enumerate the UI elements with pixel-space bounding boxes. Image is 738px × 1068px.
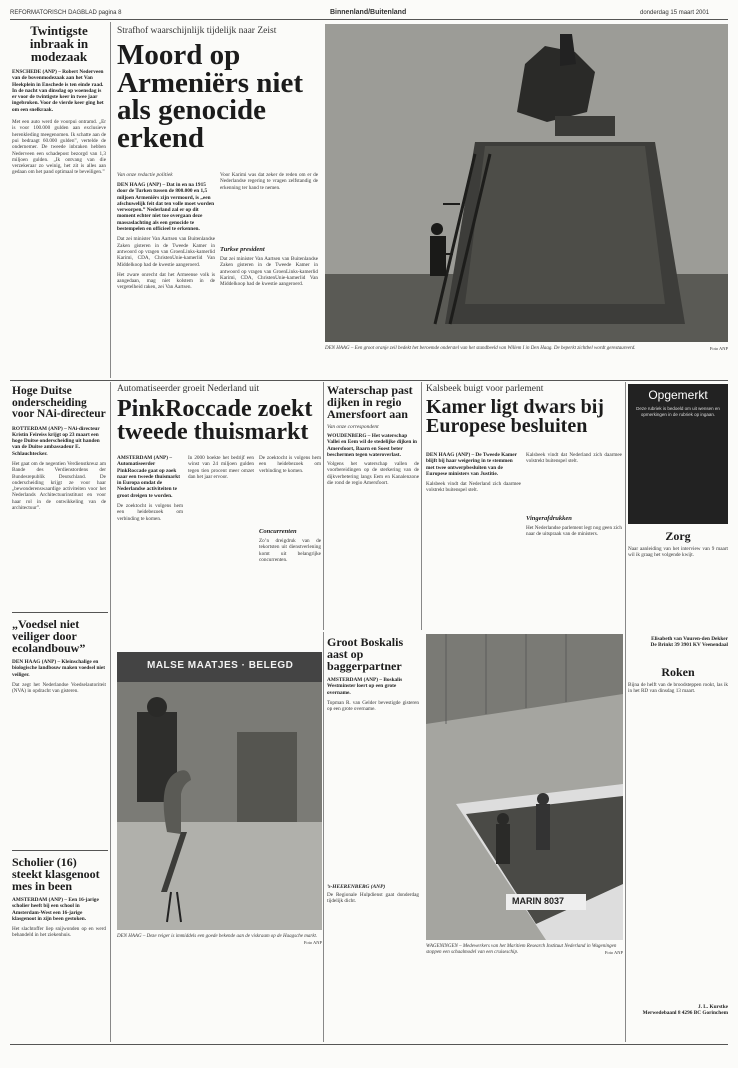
headline: Twintigste inbraak in modezaak (29, 23, 89, 64)
lead: DEN HAAG (ANP) – Dat in en na 1915 door de Turken tussen de 800.000 en 1,5 miljoen Armeniërs zijn vermoord, is „een afschuwelijk feit dat ten volle moet worden verworpen.” Nederland zal er op dit moment echter niet toe overgaan deze massaslachting als een genocide te bestempelen en officieel te erkennen. (117, 182, 215, 233)
byline: Van onze correspondent (327, 424, 379, 430)
article-twintigste-inbraak (12, 24, 106, 319)
lead: WOUDENBERG – Het waterschap Vallei en Eem wil de stedelijke dijken in Amersfoort, Baarn en Soest beter beschermen tegen wateroverlast. (327, 433, 418, 458)
headline: Groot Boskalis aast op baggerpartner (327, 635, 404, 673)
signature: Elisabeth van Vuuren-den Dekker (651, 636, 728, 642)
photo-fish-caption: DEN HAAG – Deze reiger is immiddels een goede bekende aan de viskraam op de Haagsche markt. Foto ANP (117, 934, 322, 945)
article-armenians-col1: Van onze redactie politiek DEN HAAG (ANP) – Dat in en na 1915 door de Turken tussen de 800.000 en 1,5 miljoen Armeniërs zijn vermoord, is „een afschuwelijk feit dat ten volle moet worden verworpen.” Nederland zal er op dit moment echter niet toe overgaan deze massaslachting als een genocide te bestempelen en officieel te erkennen. Dat zei minister Van Aartsen van Buitenlandse Zaken gisteren in de Tweede Kamer in antwoord op vragen van GroenLinks-kamerlid Karimi, CDA, ChristenUnie-kamerlid Van Middelkoop had de kwestie aangeroerd. Het zware onrecht dat het Armeense volk is aangedaan, mag niet kolstem in de vergetelheid raken, zei Van Aartsen. (117, 172, 215, 291)
article-hoge-duitse (12, 386, 106, 607)
lead: AMSTERDAM (ANP) – Automatiseerder PinkRoccade gaat op zoek naar een tweede thuismarkt in Europa omdat de Nederlandse activiteiten te groot dreigen te worden. (117, 455, 181, 499)
headline: Roken (661, 665, 695, 679)
kalsbeek-col2: Kalsbeek vindt dat Nederland zich daarmee volstrekt buitenspel stelt. Vingerafdrukken Het Nederlandse parlement legt nog geen zich naar de uitspraak van de ministers. (526, 452, 622, 538)
kicker: Automatiseerder groeit Nederland uit (117, 384, 260, 394)
body: Volgens het waterschap vallen de voorbereidingen op de sterkering van de dijkverbetering langs Eem en Kanalenzone die rond de regio Amersfoort. (327, 461, 419, 487)
body: Dat zegt het Nederlandse Voedselautoriteit (NVA) in opdracht van gisteren. (12, 681, 106, 695)
article-zorg: Zorg Naar aanleiding van het interview van 9 maart wil ik graag het volgende kwijt. Elisabeth van Vuuren-den Dekker De Brinkt 39 3901 KV Veenendaal (628, 529, 728, 649)
lead: AMSTERDAM (ANP) – Boskalis Westminster loert op een grote overname. (327, 677, 403, 696)
headline-armenians: Moord op Armeniërs niet als genocide erkend (117, 39, 304, 154)
boat-number: MARIN 8037 (512, 896, 565, 906)
body: Het slachtoffer liep snijwonden op en werd behandeld in het ziekenhuis. (12, 926, 106, 939)
photo-boat-model (426, 634, 623, 940)
header-right: donderdag 15 maart 2001 (640, 10, 710, 16)
kalsbeek-col1 (426, 452, 521, 591)
headline: „Voedsel niet veiliger door ecolandbouw” (12, 617, 86, 655)
lead: DEN HAAG (ANP) – De Tweede Kamer blijft bij haar weigering in te stemmen met twee ontwerpbesluiten van de Europese ministers van Justitie. (426, 452, 517, 477)
lead: DEN HAAG (ANP) – Kleinschalige en biologische landbouw maken voedsel niet veiliger. (12, 659, 106, 678)
body: Kalsbeek vindt dat Nederland zich daarmee volstrekt buitenspel stelt. (426, 481, 521, 494)
article-boskalis: Groot Boskalis aast op baggerpartner AMSTERDAM (ANP) – Boskalis Westminster loert op een grote overname. Topman R. van Gelder bevestigde gisteren op een grote overname. ’s-HEERENBERG (ANP) De Regionale Hulpdienst gaat donderdag tijdelijk dicht. (327, 635, 419, 905)
photo-boat-caption: WAGENINGEN – Medewerkers van het Maritiem Research Instituut Nederland in Wageningen stoppen een schaalmodel van een cruiseschip. Foto ANP (426, 944, 623, 955)
subhead: Concurrenten (259, 528, 297, 535)
pinkroccade-col2: In 2000 boekte het bedrijf een winst van 24 miljoen gulden tegen tien procent meer omzet dan het jaar ervoor. (188, 455, 254, 480)
body: Topman R. van Gelder bevestigde gisteren op een grote overname. (327, 699, 419, 713)
pinkroccade-col3: De zoektocht is volgens hem een heidebezoek om verbinding te komen. Concurrenten Zo’n dreigdruk van de tekortsten uit dienstverlening komt uit belangrijke concurrenten. (259, 455, 321, 563)
pinkroccade-col1 (117, 455, 183, 623)
lead: ENSCHEDE (ANP) – Robert Nederveen van de bovenmodezaak aan het Van Heekplein in Enschede is ten einde raad. In de nacht van dinsdag op woensdag is er voor de twintigste keer in twee jaar ingebroken. Voor de vierde keer ging het om een snelkraak. (12, 69, 104, 113)
article-roken: Roken Bijna de helft van de broodsteppen rookt, las ik in het RD van dinsdag 13 maart. J. L. Kurstke Merwedebaanl 8 4296 BC Gorinchem (628, 665, 728, 1017)
article-armenians-col2: Voor Karimi was dat zeker de reden om er de Nederlandse regering te vragen zelfstandig de erkenning ter hand te nemen. Turkse president Dat zei minister Van Aartsen van Buitenlandse Zaken gisteren in de Tweede Kamer in antwoord op vragen van GroenLinks-kamerlid Karimi, CDA, ChristenUnie-kamerlid Van Middelkoop had de kwestie aangeroerd. (220, 172, 318, 288)
subhead: Vingerafdrukken (526, 515, 572, 522)
body: Het gaat om de negentien Verdienstkreuz am Bande des Verdienstordens der Bundesrepublik Deutschland. De onderscheiding krijgt ze voor haar „bewonderenswaardige activiteiten voor het Nederlands Architectuurinstituut en voor haar rol in de ontwikkeling van de architectuur”. (12, 460, 106, 512)
photo-statue-caption: DEN HAAG – Een groot oranje zeil bedekt het beroemde onderstel van het standbeeld van Willem I in Den Haag. De beperkt zichtbel wordt gerestaureerd. Foto ANP (325, 346, 728, 351)
body: De zoektocht is volgens hem een heidebezoek om verbinding te komen. (117, 503, 183, 522)
lead: ROTTERDAM (ANP) – NAi-directeur Kristin Feireiss krijgt op 23 maart een hoge Duitse onderscheiding uit handen van de Duitse ambassadeur E. Schlauchtecker. (12, 425, 100, 457)
opgemerkt-body: Deze rubriek is bedoeld om uit wensen en opmerkingen in de rubriek op ingaan. (636, 406, 720, 417)
article-scholier (12, 856, 106, 1026)
article-waterschap (327, 384, 419, 601)
byline: Van onze redactie politiek (117, 172, 173, 178)
kicker: Strafhof waarschijnlijk tijdelijk naar Zeist (117, 26, 277, 36)
article-voedsel (12, 618, 106, 822)
body: Bijna de helft van de broodsteppen rookt, las ik in het RD van dinsdag 13 maart. (628, 682, 728, 695)
body: Dat zei minister Van Aartsen van Buitenlandse Zaken gisteren in de Tweede Kamer in antwoord op vragen van GroenLinks-kamerlid Karimi, CDA, ChristenUnie-kamerlid Van Middelkoop had de kwestie aangeroerd. (117, 236, 215, 268)
kicker: Kalsbeek buigt voor parlement (426, 384, 544, 394)
headline: Scholier (16) steekt klasgenoot mes in been (12, 855, 100, 893)
opgemerkt-box (628, 384, 728, 524)
photo-statue (325, 24, 728, 342)
statue-illustration (325, 24, 728, 342)
body: Naar aanleiding van het interview van 9 maart wil ik graag het volgende kwijt. (628, 546, 728, 559)
headline-pinkroccade: PinkRoccade zoekt tweede thuismarkt (117, 396, 313, 445)
subhead: Turkse president (220, 246, 265, 253)
headline: Waterschap past dijken in regio Amersfoort aan (327, 383, 413, 421)
headline: Hoge Duitse onderscheiding voor NAi-directeur (12, 385, 106, 420)
subhead: ’s-HEERENBERG (ANP) (327, 883, 386, 890)
lead: AMSTERDAM (ANP) – Een 16-jarige scholier heeft bij een school in Amsterdam-West een 16-jarige klasgenoot in zijn been gestoken. (12, 897, 99, 922)
photo-fish-market (117, 652, 322, 930)
fish-market-illustration (117, 652, 322, 930)
headline: Zorg (665, 529, 691, 543)
signature: J. L. Kurstke (697, 1004, 728, 1010)
opgemerkt-title: Opgemerkt (648, 388, 708, 402)
headline-kamer: Kamer ligt dwars bij Europese besluiten (426, 396, 604, 437)
body: Met een auto werd de voorpui ontramd. „Er is voor 100.000 gulden aan exclusieve herenkleding meegenomen. Ik schatte aan de pui bedraagt 60.000 gulden”, vertelde de ondernemer. De tweede inbraken hebben Nederveen een schadepost bezorgd van 1,3 miljoen gulden. „Ik ontvang van die verzekeraar zo weinig, het zit is alles aan gedaan om het pand optimaal te beveiligen.” (12, 119, 106, 176)
header-rule (10, 19, 728, 20)
fish-stand-sign: MALSE MAATJES · BELEGD (147, 660, 294, 671)
boat-model-illustration (426, 634, 623, 940)
header-left: REFORMATORISCH DAGBLAD pagina 8 (10, 10, 122, 16)
header-center: Binnenland/Buitenland (330, 9, 407, 16)
